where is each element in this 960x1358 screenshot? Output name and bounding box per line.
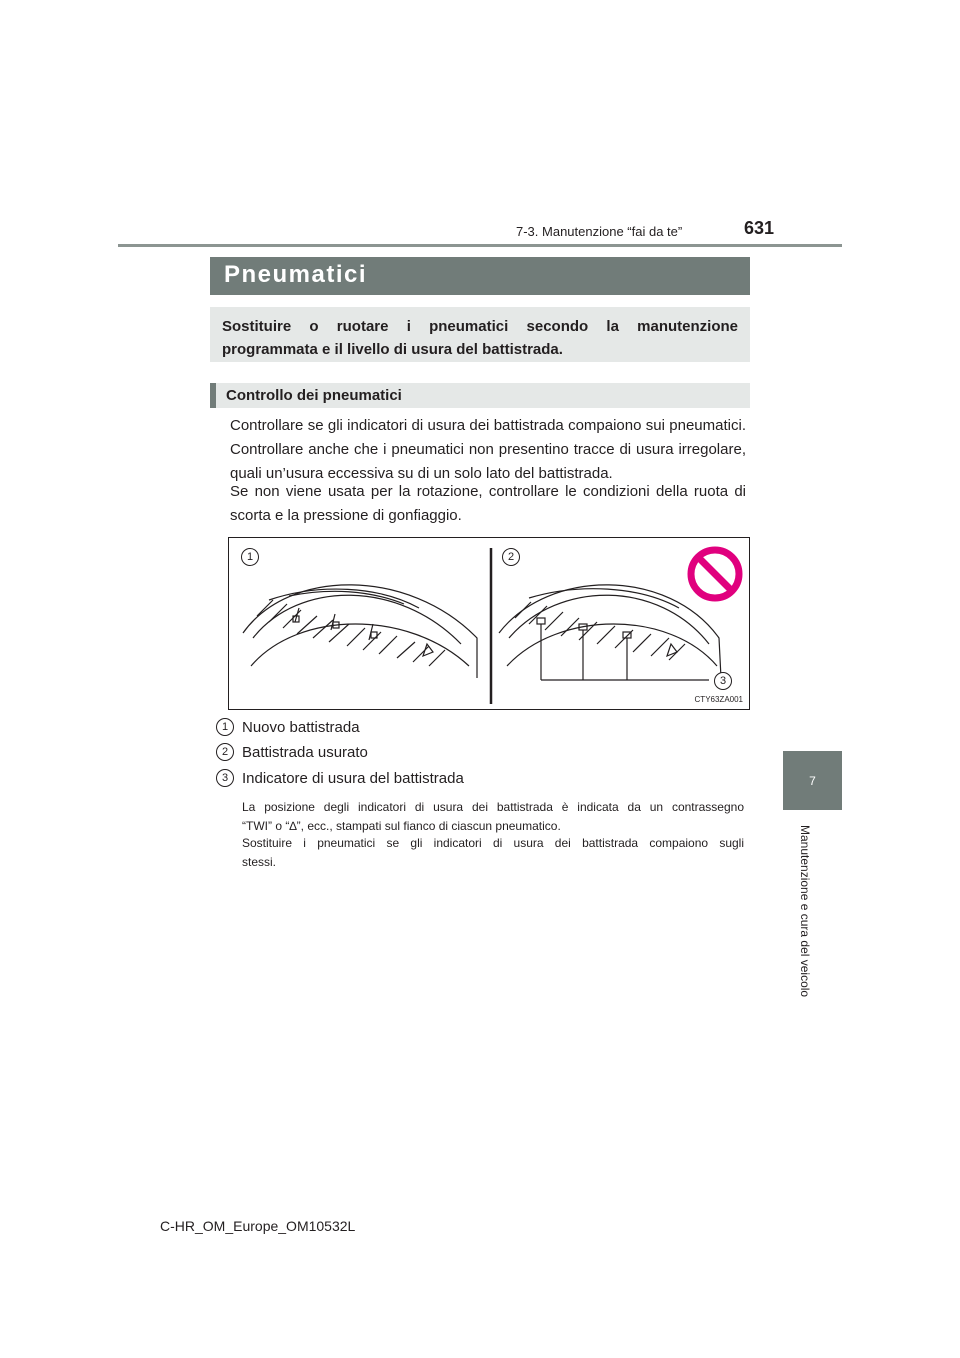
legend-text: Indicatore di usura del battistrada [242, 770, 464, 787]
note-2 [242, 834, 744, 872]
note-1 [242, 798, 744, 836]
footer-code: C-HR_OM_Europe_OM10532L [160, 1218, 356, 1234]
figure-callout-1: 1 [241, 548, 259, 566]
paragraph-line: quali un’usura eccessiva su di un solo lato del battistrada. [230, 465, 613, 482]
tire-illustration [229, 538, 749, 709]
subsection-title: Controllo dei pneumatici [226, 387, 402, 404]
paragraph-line: Se non viene usata per la rotazione, controllare le condizioni della ruota di [230, 483, 746, 500]
note-line: “TWI” o “∆”, ecc., stampati sul fianco di ciascun pneumatico. [242, 819, 561, 833]
legend-number: 3 [216, 769, 234, 787]
figure-callout-2: 2 [502, 548, 520, 566]
paragraph-line: scorta e la pressione di gonfiaggio. [230, 507, 462, 524]
chapter-number: 7 [809, 773, 816, 788]
prohibited-icon [691, 550, 739, 598]
page-number: 631 [744, 218, 775, 238]
title-bar [210, 257, 750, 295]
legend-number: 2 [216, 743, 234, 761]
intro-line: Sostituire o ruotare i pneumatici secondo la manutenzione [222, 318, 738, 335]
legend-text: Nuovo battistrada [242, 719, 360, 736]
header-section: 7-3. Manutenzione “fai da te” [516, 224, 683, 239]
subsection-bar [210, 383, 750, 408]
paragraph-line: Controllare se gli indicatori di usura dei battistrada compaiono sui pneumatici. [230, 417, 746, 434]
chapter-label: Manutenzione e cura del veicolo [798, 825, 812, 998]
figure-code: CTY63ZA001 [694, 695, 743, 704]
note-line: La posizione degli indicatori di usura dei battistrada è indicata da un contrassegno [242, 800, 744, 814]
intro-box [210, 307, 750, 362]
legend-text: Battistrada usurato [242, 744, 368, 761]
intro-text [222, 315, 738, 361]
note-line: Sostituire i pneumatici se gli indicatori di usura dei battistrada compaiono sugli [242, 836, 744, 850]
tire-figure [228, 537, 750, 710]
page-title: Pneumatici [224, 261, 368, 288]
paragraph-line: Controllare anche che i pneumatici non presentino tracce di usura irregolare, [230, 441, 746, 458]
legend-number: 1 [216, 718, 234, 736]
subsection-accent [210, 383, 216, 408]
note-line: stessi. [242, 855, 277, 869]
paragraph-2 [230, 480, 746, 528]
figure-callout-3: 3 [714, 672, 732, 690]
new-tread-tire [243, 585, 477, 678]
paragraph-1 [230, 414, 746, 486]
intro-line: programmata e il livello di usura del battistrada. [222, 341, 563, 358]
header-rule [118, 244, 842, 247]
worn-tread-tire [499, 585, 721, 680]
chapter-tab [783, 751, 842, 810]
